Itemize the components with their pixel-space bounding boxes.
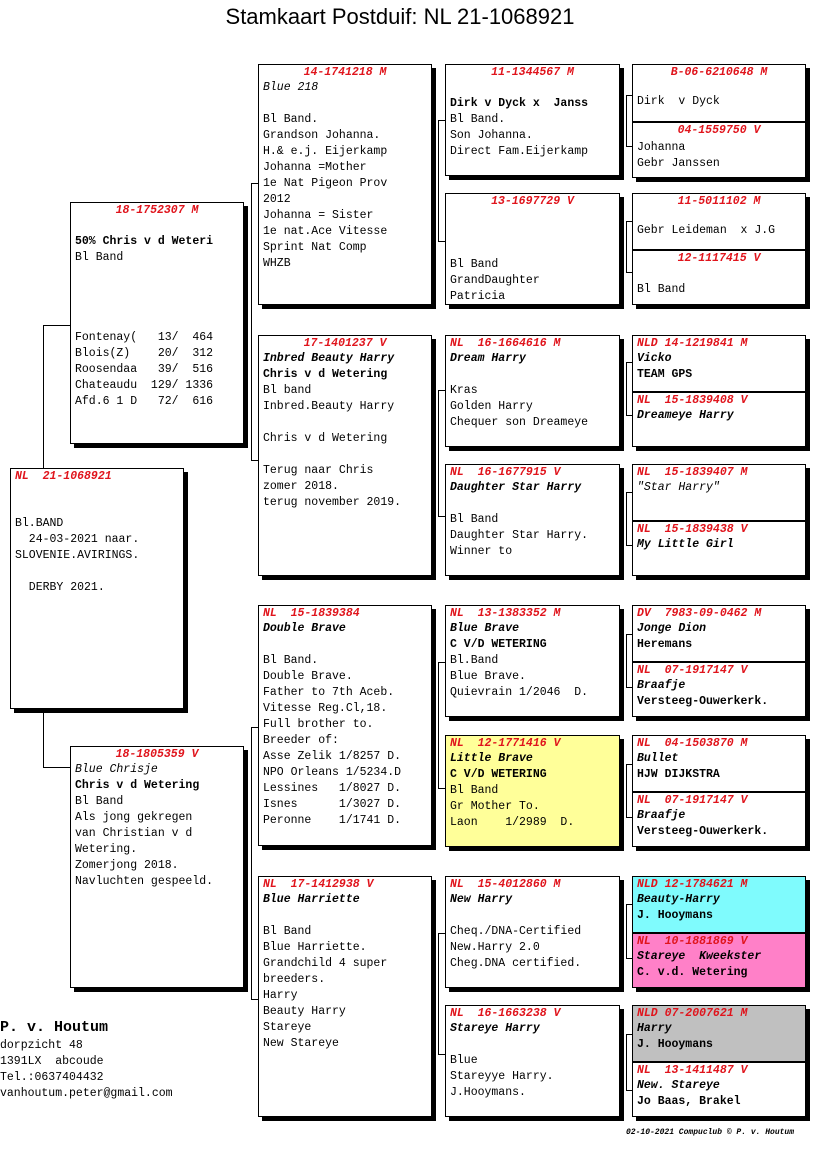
connector (43, 709, 72, 768)
pigeon-pair-mff (632, 605, 806, 717)
pigeon-card-mffm: NL 07-1917147 V Braafje Versteeg-Ouwerkerk. (633, 661, 805, 716)
owner-address: dorpzicht 48 (0, 1039, 83, 1052)
ring-number: NL 12-1771416 V (450, 737, 561, 750)
pigeon-card-mmmf: NLD 07-2007621 M Harry J. Hooymans (633, 1006, 805, 1062)
ring-number: NL 21-1068921 (15, 470, 112, 483)
pigeon-pair-mf-a (632, 335, 806, 447)
ring-number: DV 7983-09-0462 M (637, 607, 762, 620)
ring-number: NL 17-1412938 V (263, 878, 374, 891)
pigeon-card-fff: 11-1344567 M Dirk v Dyck x Janss Bl Band. Son Johanna. Direct Fam.Eijerkamp (445, 64, 620, 176)
ring-number: 18-1805359 V (115, 748, 199, 761)
ring-number: NL 10-1881869 V (637, 935, 748, 948)
pigeon-card-mfm: NL 12-1771416 V Little Brave C V/D WETERING Bl Band Gr Mother To. Laon 1/2989 D. (445, 735, 620, 847)
pigeon-card-main: NL 21-1068921 Bl.BAND 24-03-2021 naar. SLOVENIE.AVIRINGS. DERBY 2021. (10, 468, 184, 709)
owner-email: vanhoutum.peter@gmail.com (0, 1087, 173, 1100)
pigeon-card-fffm: 04-1559750 V Johanna Gebr Janssen (633, 121, 805, 177)
pigeon-pair-ff (632, 64, 806, 178)
pigeon-card-mfmf: NL 04-1503870 M Bullet HJW DIJKSTRA (633, 736, 805, 784)
pigeon-card-mfmm: NL 07-1917147 V Braafje Versteeg-Ouwerkerk. (633, 791, 805, 846)
pigeon-card-fmff: NLD 14-1219841 M Vicko TEAM GPS (633, 336, 805, 384)
ring-number: NLD 07-2007621 M (637, 1007, 748, 1020)
connector (43, 325, 72, 469)
ring-number: NLD 12-1784621 M (637, 878, 748, 891)
ring-number: 18-1752307 M (115, 204, 199, 217)
footer-credit: 02-10-2021 Compuclub © P. v. Houtum (626, 1128, 795, 1137)
ring-number: 14-1741218 M (303, 66, 387, 79)
ring-number: NLD 14-1219841 M (637, 337, 748, 350)
ring-number: 11-1344567 M (491, 66, 574, 79)
ring-number: B-06-6210648 M (670, 66, 768, 79)
pigeon-pair-mm-a (632, 464, 806, 576)
pigeon-card-ffm: 13-1697729 V Bl Band GrandDaughter Patricia (445, 193, 620, 305)
pigeon-card-ffff: B-06-6210648 M Dirk v Dyck (633, 65, 805, 111)
pigeon-card-ffmm: 12-1117415 V Bl Band (633, 249, 805, 304)
ring-number: NL 07-1917147 V (637, 794, 748, 807)
ring-number: NL 13-1383352 M (450, 607, 561, 620)
ring-number: 17-1401237 V (303, 337, 387, 350)
pigeon-card-ffmf: 11-5011102 M Gebr Leideman x J.G (633, 194, 805, 240)
pigeon-card-fmmm: NL 15-1839438 V My Little Girl (633, 520, 805, 575)
ring-number: NL 16-1664616 M (450, 337, 561, 350)
pigeon-card-mmf: NL 15-4012860 M New Harry Cheq./DNA-Certified New.Harry 2.0 Cheg.DNA certified. (445, 876, 620, 988)
owner-info (0, 1018, 173, 1102)
pigeon-card-fmfm: NL 15-1839408 V Dreameye Harry (633, 391, 805, 446)
pigeon-card-fmf: NL 16-1664616 M Dream Harry Kras Golden Harry Chequer son Dreameye (445, 335, 620, 447)
pigeon-card-mfff: DV 7983-09-0462 M Jonge Dion Heremans (633, 606, 805, 654)
ring-number: NL 15-1839438 V (637, 523, 748, 536)
pigeon-card-mm: NL 17-1412938 V Blue Harriette Bl Band Blue Harriette. Grandchild 4 super breeders. Harry Beauty Harry Stareye New Stareye (258, 876, 432, 1117)
owner-name: P. v. Houtum (0, 1019, 109, 1036)
pigeon-card-mmff: NLD 12-1784621 M Beauty-Harry J. Hooymans (633, 877, 805, 933)
ring-number: NL 13-1411487 V (637, 1064, 748, 1077)
pigeon-card-ff: 14-1741218 M Blue 218 Bl Band. Grandson Johanna. H.& e.j. Eijerkamp Johanna =Mother 1e Nat Pigeon Prov 2012 Johanna = Sister 1e nat.Ace Vitesse Sprint Nat Comp WHZB (258, 64, 432, 305)
pigeon-card-fmm: NL 16-1677915 V Daughter Star Harry Bl Band Daughter Star Harry. Winner to (445, 464, 620, 576)
owner-postcode: 1391LX abcoude (0, 1055, 104, 1068)
ring-number: 12-1117415 V (677, 252, 761, 265)
ring-number: NL 07-1917147 V (637, 664, 748, 677)
pigeon-card-mmmm: NL 13-1411487 V New. Stareye Jo Baas, Brakel (633, 1061, 805, 1116)
pigeon-card-fmmf: NL 15-1839407 M "Star Harry" (633, 465, 805, 497)
ring-number: NL 16-1677915 V (450, 466, 561, 479)
ring-number: NL 15-1839407 M (637, 466, 748, 479)
ring-number: 04-1559750 V (677, 124, 761, 137)
ring-number: 11-5011102 M (677, 195, 761, 208)
ring-number: NL 15-1839408 V (637, 394, 748, 407)
pigeon-card-father: 18-1752307 M 50% Chris v d Weteri Bl Band Fontenay( 13/ 464 Blois(Z) 20/ 312 Roosendaa 39/ 516 Chateaudu 129/ 1336 Afd.6 1 D 72/ 616 (70, 202, 244, 444)
ring-number: NL 15-1839384 (263, 607, 360, 620)
pigeon-card-fm: 17-1401237 V Inbred Beauty Harry Chris v d Wetering Bl band Inbred.Beauty Harry Chris v d Wetering Terug naar Chris zomer 2018. terug november 2019. (258, 335, 432, 576)
ring-number: 13-1697729 V (491, 195, 574, 208)
pigeon-pair-mmm (632, 1005, 806, 1117)
ring-number: NL 15-4012860 M (450, 878, 561, 891)
pigeon-pair-mmf (632, 876, 806, 988)
ring-number: NL 04-1503870 M (637, 737, 748, 750)
ring-number: NL 16-1663238 V (450, 1007, 561, 1020)
page-title: Stamkaart Postduif: NL 21-1068921 (225, 4, 575, 29)
owner-phone: Tel.:0637404432 (0, 1071, 104, 1084)
pigeon-card-mmfm: NL 10-1881869 V Stareye Kweekster C. v.d. Wetering (633, 932, 805, 987)
pigeon-card-mmm: NL 16-1663238 V Stareye Harry Blue Stareyye Harry. J.Hooymans. (445, 1005, 620, 1117)
pigeon-card-mff: NL 13-1383352 M Blue Brave C V/D WETERING Bl.Band Blue Brave. Quievrain 1/2046 D. (445, 605, 620, 717)
pigeon-card-mf: NL 15-1839384 Double Brave Bl Band. Double Brave. Father to 7th Aceb. Vitesse Reg.Cl,18. Full brother to. Breeder of: Asse Zelik 1/8257 D. NPO Orleans 1/5234.D Lessines 1/8027 D. Isnes 1/3027 D. Peronne 1/1741 D. (258, 605, 432, 846)
pigeon-pair-fm (632, 193, 806, 305)
pigeon-card-mother: 18-1805359 V Blue Chrisje Chris v d Wetering Bl Band Als jong gekregen van Christian v d Wetering. Zomerjong 2018. Navluchten gespeeld. (70, 746, 244, 988)
pigeon-pair-mfm (632, 735, 806, 847)
